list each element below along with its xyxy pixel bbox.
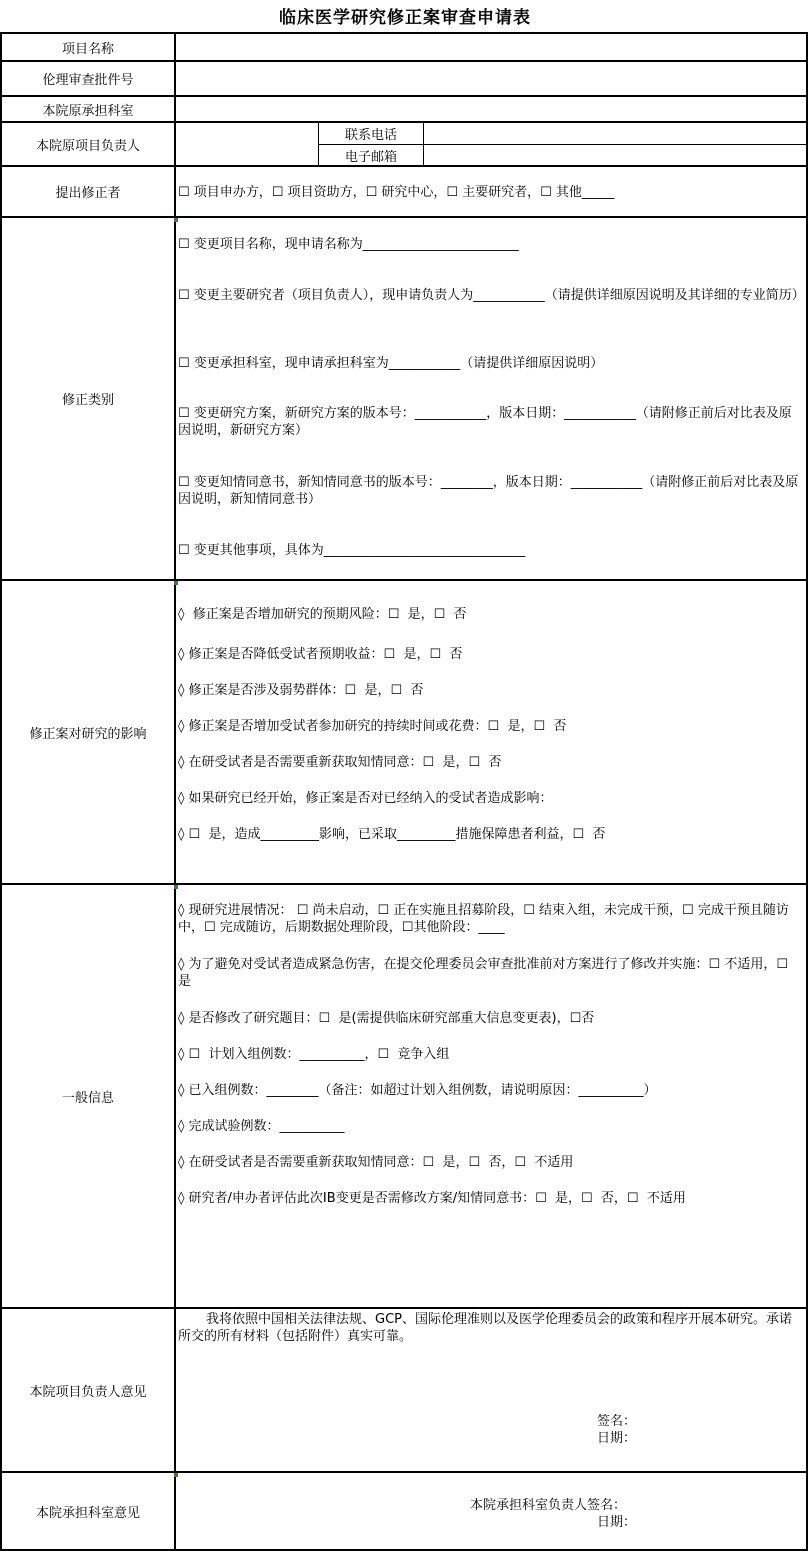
row-approval-no	[0, 60, 808, 95]
general-info-label: 一般信息	[2, 885, 176, 1307]
department-label: 本院原承担科室	[2, 97, 176, 121]
form-title: 临床医学研究修正案审查申请表	[279, 8, 531, 28]
amend-item[interactable]: ☐ 变更项目名称，现申请名称为________________________	[178, 237, 519, 252]
row-dept-opinion	[0, 1471, 808, 1551]
impact-item: ◊ 如果研究已经开始，修正案是否对已经纳入的受试者造成影响：	[178, 791, 553, 806]
phone-field[interactable]	[424, 123, 806, 145]
general-item[interactable]: ◊ 为了避免对受试者造成紧急伤害，在提交伦理委员会审查批准前对方案进行了修改并实施：☐ 不适用，☐ 是	[178, 957, 788, 989]
pi-statement: 我将依照中国相关法律法规、GCP、国际伦理准则以及医学伦理委员会的政策和程序开展本研究。承诺所交的所有材料（包括附件）真实可靠。	[178, 1312, 792, 1344]
dept-sign-label[interactable]: 本院承担科室负责人签名：	[470, 1498, 627, 1513]
dept-opinion-label: 本院承担科室意见	[2, 1473, 176, 1549]
impact-item[interactable]: ◊ 修正案是否涉及弱势群体：☐ 是，☐ 否	[178, 683, 424, 698]
general-item[interactable]: ◊ 完成试验例数：__________	[178, 1119, 345, 1134]
impact-label: 修正案对研究的影响	[2, 581, 176, 883]
impact-item[interactable]: ◊ 修正案是否降低受试者预期收益：☐ 是，☐ 否	[178, 647, 463, 662]
approval-no-label: 伦理审查批件号	[2, 62, 176, 95]
impact-content	[176, 581, 806, 883]
amend-item[interactable]: ☐ 变更研究方案，新研究方案的版本号：___________，版本日期：___________（请附修正前后对比表及原因说明，新研究方案）	[178, 406, 792, 438]
project-name-label: 项目名称	[2, 34, 176, 60]
amend-item[interactable]: ☐ 变更知情同意书，新知情同意书的版本号：________，版本日期：___________（请附修正前后对比表及原因说明，新知情同意书）	[178, 475, 799, 507]
row-general-info	[0, 883, 808, 1307]
general-item[interactable]: ◊ 已入组例数：________（备注：如超过计划入组例数，请说明原因：__________）	[178, 1083, 657, 1098]
amend-item[interactable]: ☐ 变更主要研究者（项目负责人），现申请负责人为___________（请提供详细原因说明及其详细的专业简历）	[178, 288, 805, 303]
general-item[interactable]: ◊ ☐ 计划入组例数：__________，☐ 竞争入组	[178, 1047, 450, 1062]
row-proposer	[0, 165, 808, 216]
amend-item[interactable]: ☐ 变更其他事项，具体为_______________________________	[178, 543, 526, 558]
general-item[interactable]: ◊ 研究者/申办者评估此次IB变更是否需修改方案/知情同意书：☐ 是，☐ 否，☐ 不适用	[178, 1191, 686, 1206]
proposer-content	[176, 167, 806, 216]
proposer-label: 提出修正者	[2, 167, 176, 216]
row-department	[0, 95, 808, 121]
project-name-field[interactable]	[176, 34, 806, 60]
general-item[interactable]: ◊ 在研受试者是否需要重新获取知情同意：☐ 是，☐ 否，☐ 不适用	[178, 1155, 574, 1170]
dept-opinion-content	[176, 1473, 806, 1549]
pi-name-field[interactable]	[176, 123, 318, 165]
row-pi-opinion	[0, 1307, 808, 1471]
pi-sign-label[interactable]: 签名：	[597, 1414, 637, 1429]
row-pi	[0, 121, 808, 165]
row-project-name	[0, 32, 808, 60]
row-impact	[0, 579, 808, 883]
general-item[interactable]: ◊ 现研究进展情况： ☐ 尚未启动，☐ 正在实施且招募阶段，☐ 结束入组，未完成干预，☐ 完成干预且随访中，☐ 完成随访，后期数据处理阶段，☐其他阶段：____	[178, 903, 789, 935]
impact-item[interactable]: ◊ 修正案是否增加研究的预期风险：☐ 是，☐ 否	[178, 607, 467, 622]
email-field[interactable]	[424, 145, 806, 165]
approval-no-field[interactable]	[176, 62, 806, 95]
general-info-content	[176, 885, 806, 1307]
amendment-type-label: 修正类别	[2, 218, 176, 579]
row-amendment-type	[0, 216, 808, 579]
pi-opinion-content	[176, 1309, 806, 1471]
department-field[interactable]	[176, 97, 806, 121]
pi-opinion-label: 本院项目负责人意见	[2, 1309, 176, 1471]
dept-date-label[interactable]: 日期：	[597, 1515, 637, 1530]
email-label: 电子邮箱	[318, 145, 424, 165]
impact-item[interactable]: ◊ 在研受试者是否需要重新获取知情同意：☐ 是，☐ 否	[178, 755, 502, 770]
pi-content	[176, 123, 806, 165]
amendment-type-content	[176, 218, 806, 579]
phone-label: 联系电话	[318, 123, 424, 145]
impact-item[interactable]: ◊ ☐ 是，造成_________影响，已采取_________措施保障患者利益，☐ 否	[178, 827, 606, 842]
amend-item[interactable]: ☐ 变更承担科室，现申请承担科室为___________（请提供详细原因说明）	[178, 356, 604, 371]
impact-item[interactable]: ◊ 修正案是否增加受试者参加研究的持续时间或花费：☐ 是，☐ 否	[178, 719, 567, 734]
pi-label: 本院原项目负责人	[2, 123, 176, 165]
pi-date-label[interactable]: 日期：	[597, 1431, 637, 1446]
general-item[interactable]: ◊ 是否修改了研究题目：☐ 是(需提供临床研究部重大信息变更表)，☐否	[178, 1011, 595, 1026]
proposer-options[interactable]: ☐ 项目申办方，☐ 项目资助方，☐ 研究中心，☐ 主要研究者，☐ 其他_____	[178, 185, 615, 200]
